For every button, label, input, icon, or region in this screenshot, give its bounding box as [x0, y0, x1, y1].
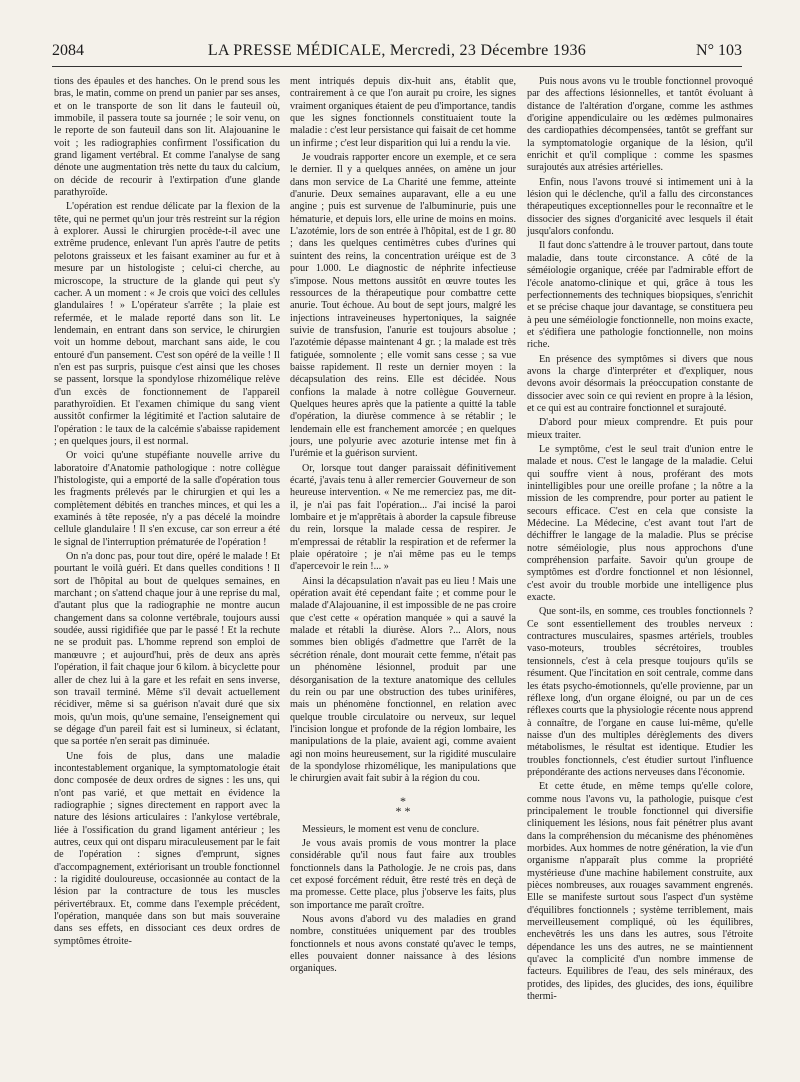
- paragraph: On n'a donc pas, pour tout dire, opéré le malade ! Et pourtant le voilà guéri. Et dans quelles conditions ! Il sort de l'hôpital au bout de quelques semaines, en marchant ; on s'attend chaque jour à une reprise du mal, d'autant plus que la radiographie ne montre aucun changement dans sa colonne vertébrale, toujours aussi soudée, aussi rigidifiée que par le passé ! Et la rechute ne se produit pas. L'homme reprend son emploi de manœuvre ; et aujourd'hui, près de deux ans après l'opération, il fait chaque jour 6 kilom. à bicyclette pour aller de chez lui à la gare et les refait en sens inverse, son travail terminé. Même s'il devait actuellement récidiver, même si sa guérison n'avait duré que six mois, qu'un mois, qu'une semaine, l'enseignement qui se dégage d'un pareil fait est si lumineux, si éclatant, que sa portée n'en serait pas diminuée.: [54, 551, 280, 748]
- paragraph: Enfin, nous l'avons trouvé si intimement uni à la lésion qui le déclenche, qu'il a fallu des circonstances thérapeutiques exceptionnelles pour le reconnaître et le dissocier des signes d'organicité avec lesquels il était jusqu'alors confondu.: [527, 176, 753, 238]
- column-2: [290, 76, 516, 978]
- paragraph: Je vous avais promis de vous montrer la place considérable qu'il nous faut faire aux troubles fonctionnels dans la Pathologie. Je ne crois pas, dans cet exposé forcément réduit, être resté très en deçà de ma promesse. Cette place, plus j'observe les faits, plus son importance me paraît croître.: [290, 837, 516, 911]
- column-1: [54, 76, 280, 950]
- page-number: 2084: [52, 42, 84, 59]
- paragraph: Messieurs, le moment est venu de conclure.: [302, 823, 480, 835]
- paragraph: Nous avons d'abord vu des maladies en grand nombre, constituées uniquement par des troubles fonctionnels et nous avons constaté qu'avec le temps, elles pouvaient donner naissance à des lésions organiques.: [290, 914, 516, 975]
- paragraph: tions des épaules et des hanches. On le prend sous les bras, le matin, comme on prend un panier par ses anses, et on le transporte de son lit dans le fauteuil où, immobile, il passera toute sa journée ; le soir venu, on le reporte de son fauteuil dans son lit. Alajouanine le voit ; les radiographies confirment l'ossification du grand ligament vertébral. Et comme l'analyse de sang dénote une augmentation très nette du taux du calcium, on décide de recourir à l'extirpation d'une glande parathyroïde.: [54, 76, 280, 199]
- paragraph: Que sont-ils, en somme, ces troubles fonctionnels ? Ce sont essentiellement des troubles nerveux : contractures musculaires, spasmes artériels, troubles vaso-moteurs, troubles sécrétoires, troubles tensionnels, c'est à cela presque toujours qu'ils se résument. Que l'incitation en soit centrale, comme dans les états psycho-émotionnels, qu'elle provienne, par un réflexe long, d'un organe éloigné, ou par un de ces réflexes courts que la physiologie récente nous apprend à connaître, de l'organe en cause lui-même, qu'elle naisse d'un des multiples dérèglements des divers métabolismes, le résultat est identique. Etudier les troubles fonctionnels, c'est étudier surtout l'influence prépondérante des actions nerveuses dans l'économie.: [527, 606, 753, 778]
- separator-star: *: [400, 793, 406, 808]
- paragraph: ment intriqués depuis dix-huit ans, établit que, contrairement à ce que l'on aurait pu croire, les signes vraiment organiques étaient de peu d'importance, tandis que les signes fonctionnels constituaient toute la maladie : c'est leur persistance qui faisait de cet homme un infirme ; c'est leur disparition qui lui a rendu la vie.: [290, 76, 516, 149]
- paragraph: Et cette étude, en même temps qu'elle colore, comme nous l'avons vu, la pathologie, puisque c'est principalement le trouble fonctionnel qui diversifie cliniquement les lésions, nous fait pénétrer plus avant dans la compréhension du mécanisme des phénomènes morbides. Aux hommes de notre génération, la vie d'un organisme n'apparaît plus comme la propriété mystérieuse d'une machine habilement construite, aux pièces nombreuses, aux rouages savamment engrenés. Elle se manifeste surtout sous l'aspect d'un système d'équilibres fonctionnels ; système terriblement, mais merveilleusement compliqué, où les équilibres, enchevêtrés les uns dans les autres, sous l'étroite dépendance les uns des autres, ne se maintiennent qu'avec la complicité d'un nombre immense de facteurs. Equilibres de l'eau, des sels minéraux, des protides, des lipides, des glucides, des ions, équilibre thermi-: [527, 781, 753, 1003]
- paragraph: Or, lorsque tout danger paraissait définitivement écarté, j'avais tenu à aller remercier Gouverneur de son heureuse intervention. « Ne me remerciez pas, me dit-il, je n'ai pas fait l'opération... J'ai incisé la paroi lombaire et je m'apprêtais à aborder la capsule fibreuse du rein, lorsque la malade cessa de respirer. Je m'empressai de rétablir la respiration et de refermer la plaie opératoire ; je n'ai même pas eu le temps d'apercevoir le rein !... »: [290, 462, 516, 573]
- page-header: [52, 40, 742, 67]
- paragraph: Je voudrais rapporter encore un exemple, et ce sera le dernier. Il y a quelques années, on amène un jour dans mon service de La Charité une femme, atteinte d'anurie. Deux semaines auparavant, elle a eu une angine ; puis est survenue de l'albuminurie, puis une hématurie, et depuis lors, elle urine de moins en moins. L'azotémie, lors de son entrée à l'hôpital, est de 1 gr. 80 ; dans les quelques centimètres cubes d'urines qui suintent des reins, la concentration uréique est de 3 pour 1.000. Le diagnostic de néphrite infectieuse s'impose. Nous mettons aussitôt en œuvre toutes les ressources de la thérapeutique pour combattre cette anurie. Tout échoue. Au bout de sept jours, malgré les injections intraveineuses hypertoniques, la saignée suivie de transfusion, l'anurie est toujours absolue ; l'azotémie dépasse maintenant 4 gr. ; la malade est très fatiguée, somnolente ; elle vomit sans cesse ; sa vue baisse rapidement. Il reste un dernier moyen : la décapsulation des reins. Elle est décidée. Nous confions la malade à notre collègue Gouverneur. Quelques heures après que la patiente a quitté la table d'opération, la diurèse commence à se rétablir ; le lendemain elle est franchement amorcée ; en quelques jours, une polyurie avec azoturie intense met fin à l'urémie et la guérison survient.: [290, 152, 516, 460]
- paragraph: Ainsi la décapsulation n'avait pas eu lieu ! Mais une opération avait été cependant faite ; et comme pour le malade d'Alajouanine, il est impossible de ne pas croire que c'est cette « opération manquée » qui a sauvé la malade et rétabli la diurèse. Alors ?... Alors, nous sommes bien obligés d'admettre que l'arrêt de la sécrétion rénale, dont mourait cette femme, n'était pas un phénomène lésionnel, produit par une désorganisation de la texture anatomique des cellules du rein ou par une obstruction des tubes urinifères, mais un phénomène fonctionnel, en relation avec quelque trouble circulatoire ou nerveux, sur lequel l'incision longue et profonde de la région lombaire, les manipulations de la plaie, avaient agi, comme avaient agi non moins heureusement, sur la rigidité musculaire de la spondylose rhizomélique, les manipulations que le chirurgien avait fait subir à la région du cou.: [290, 575, 516, 785]
- paragraph: Il faut donc s'attendre à le trouver partout, dans toute maladie, dans toute circonstance. A côté de la séméiologie organique, créée par l'admirable effort de l'école anatomo-clinique et qui, grâce à tous les perfectionnements des techniques biopsiques, s'enrichit et se précise chaque jour davantage, se constituera peu à peu une séméiologie fonctionnelle, non moins exacte, et s'édifiera une pathologie fonctionnelle, non moins riche.: [527, 240, 753, 351]
- paragraph: L'opération est rendue délicate par la flexion de la tête, qui ne permet qu'un jour très restreint sur la région à explorer. Aussi le chirurgien procède-t-il avec une extrême prudence, enlevant l'un après l'autre de petits pelotons graisseux et les faisant examiner au fur et à mesure par un histologiste ; celui-ci cherche, au microscope, la structure de la glande qui peut s'y cacher. A un moment : « Je crois que voici des cellules glandulaires ! » L'opérateur s'arrête ; la plaie est refermée, et le malade reporté dans son lit. Le lendemain, en entrant dans son service, le chirurgien voit un homme debout, marchant sans aide, le cou entouré d'un pansement. C'est son opéré de la veille ! Il n'en est pas surpris, puisque c'est ainsi que les choses se passent, lorsque la spondylose rhizomélique relève d'un excès de fonctionnement de l'appareil parathyroïdien. Et l'examen chimique du sang vient aussitôt confirmer la légitimité et l'action salutaire de l'opération : le taux de la calcémie s'abaisse rapidement ; en quelques jours, il est normal.: [54, 201, 280, 447]
- paragraph: Puis nous avons vu le trouble fonctionnel provoqué par des affections lésionnelles, et tantôt évoluant à distance de l'altération d'organe, comme les asthmes d'origine appendiculaire ou les œdèmes pulmonaires des cardiopathies décompensées, tantôt se greffant sur la symptomatologie organique de la lésion, qu'il enrichit et qu'il complique : comme les spasmes surajoutés aux atrésies artérielles.: [527, 76, 753, 174]
- paragraph: D'abord pour mieux comprendre. Et puis pour mieux traiter.: [527, 417, 753, 441]
- paragraph: Une fois de plus, dans une maladie incontestablement organique, la symptomatologie était donc composée de deux ordres de signes : les uns, qui n'ont pas varié, et que mettait en évidence la radiographie ; signes directement en rapport avec la nature des lésions articulaires : l'ankylose vertébrale, liée à l'ossification du grand ligament antérieur ; les autres, ceux qui ont disparu miraculeusement par le fait de l'opération : signes d'emprunt, signes d'accompagnement, extériorisant un trouble fonctionnel : la rigidité douloureuse, occasionnée au contact de la lésion par la contracture de tous les muscles périvertébraux. Et, comme dans l'exemple précédent, l'opération, manquée dans son but mais souveraine dans ses effets, en dissociant ces deux ordres de symptômes étroite-: [54, 750, 280, 947]
- journal-title: LA PRESSE MÉDICALE, Mercredi, 23 Décembre 1936: [207, 42, 587, 59]
- paragraph: Or voici qu'une stupéfiante nouvelle arrive du laboratoire d'Anatomie pathologique : notre collègue l'histologiste, qui a emporté de la salle d'opération tous les fragments prélevés par le chirurgien et qui les a complètement débités en tranches minces, et qui les a examinés à tête reposée, n'y a pas décelé la moindre cellule glandulaire ! Il s'en excuse, car son erreur a été le signal de l'interruption prématurée de l'opération !: [54, 450, 280, 548]
- separator-stars: * *: [395, 803, 411, 818]
- issue-number: N° 103: [696, 42, 742, 59]
- paragraph: En présence des symptômes si divers que nous avons la charge d'interpréter et d'expliquer, nous devons avoir désormais la préoccupation constante de dissocier avec soin ce qui revient en propre à la lésion, et ce qui est au contraire fonctionnel et surajouté.: [527, 353, 753, 414]
- column-3: [527, 76, 753, 1005]
- paragraph: Le symptôme, c'est le seul trait d'union entre le malade et nous. C'est le langage de la maladie. Celui qui souffre vient à nous, proférant des mots inintelligibles pour une oreille profane ; la nôtre a la mission de les comprendre, pour porter au patient le secours efficace. C'est en cela que consiste la Médecine. La Médecine, c'est avant tout l'art de déchiffrer le langage de la maladie. Plus se précise notre séméiologie, plus nous approchons d'une compréhension parfaite. Savoir qu'un groupe de symptômes est d'ordre fonctionnel et non lésionnel, c'est avoir du trouble morbide une intelligence plus exacte.: [527, 443, 753, 604]
- section-separator: [290, 793, 516, 818]
